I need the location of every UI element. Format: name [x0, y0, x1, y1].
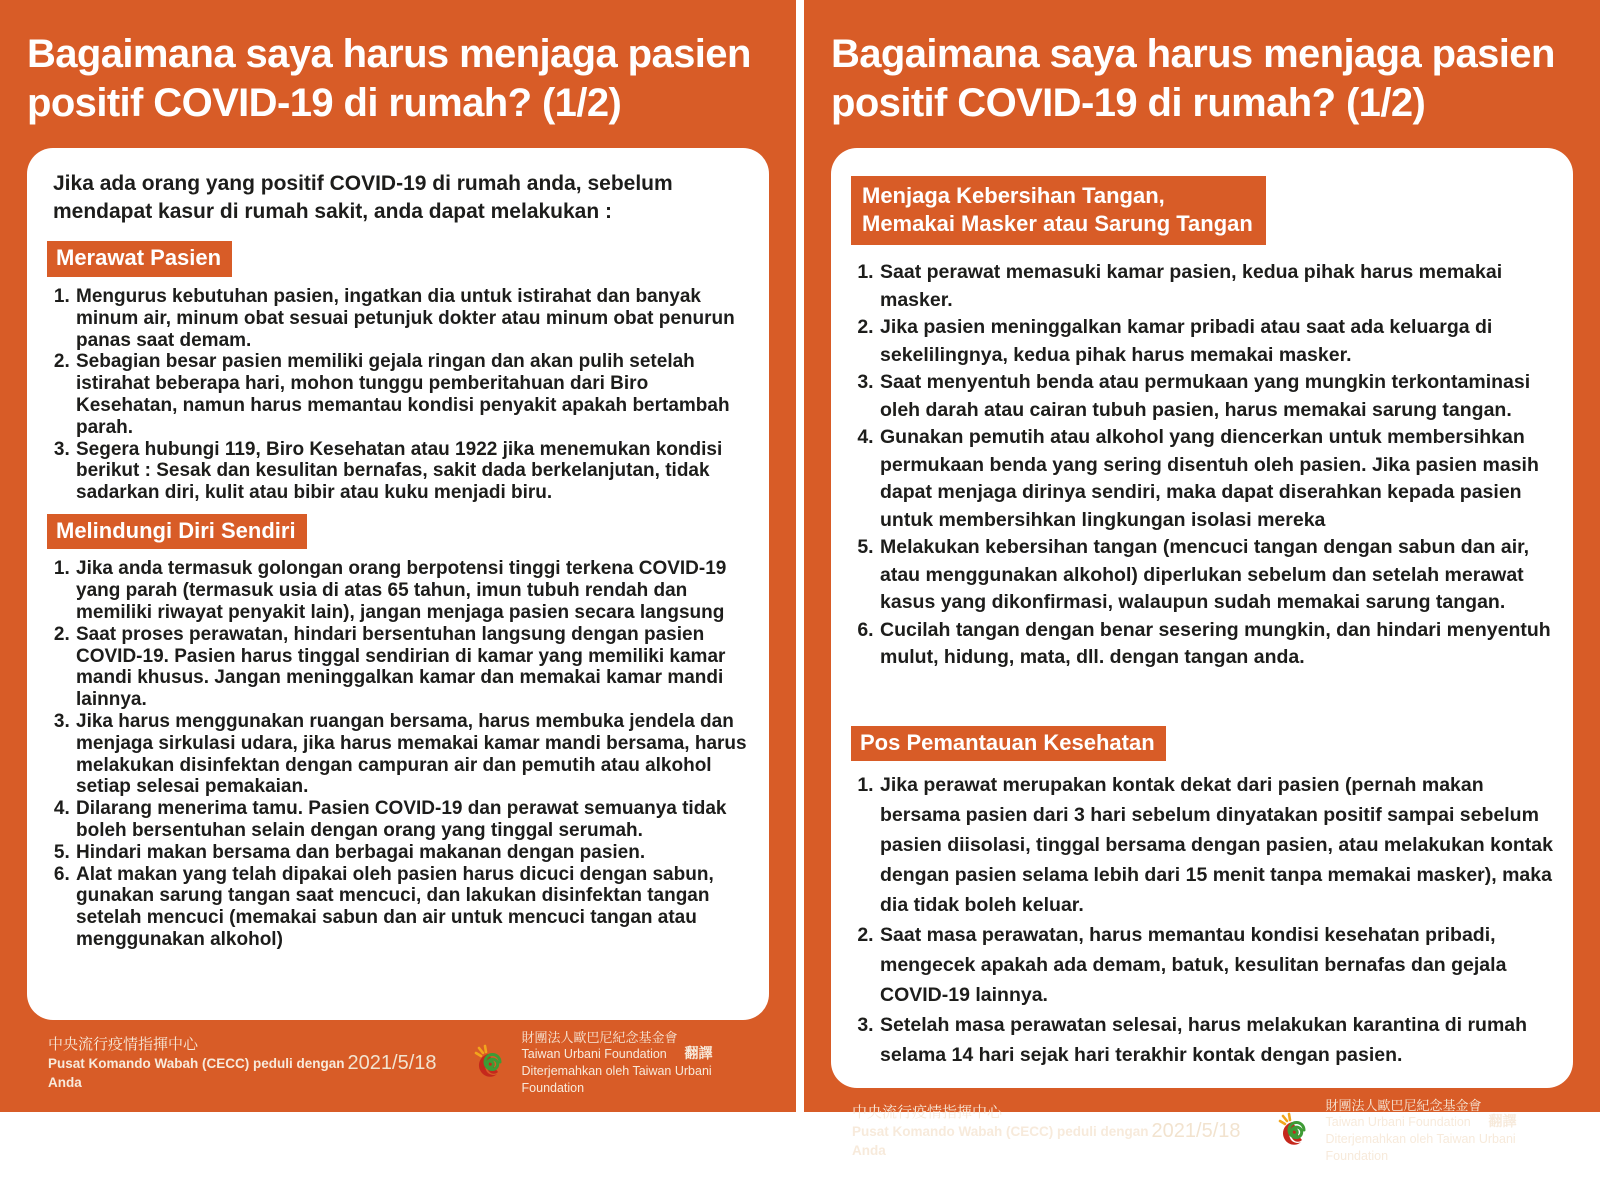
- page-title-line1: Bagaimana saya harus menjaga pasien: [831, 32, 1555, 76]
- translated-by: Diterjemahkan oleh Taiwan Urbani Foundation: [1325, 1132, 1516, 1164]
- list-item: 2. Saat masa perawatan, harus memantau kondisi kesehatan pribadi, mengecek apakah ada demam, batuk, kesulitan bernafas dan gejala COVID-19 lainnya.: [879, 920, 1557, 1010]
- list-merawat-pasien: [47, 286, 753, 504]
- section-heading-merawat-pasien: Merawat Pasien: [47, 241, 232, 277]
- translation-badge: 翻譯: [1488, 1113, 1517, 1130]
- publish-date: 2021/5/18: [347, 1051, 437, 1074]
- section-heading-kebersihan-tangan: Menjaga Kebersihan Tangan, Memakai Masker atau Sarung Tangan: [851, 176, 1266, 245]
- cecc-credit: [852, 1102, 1182, 1161]
- translated-by: Diterjemahkan oleh Taiwan Urbani Foundation: [521, 1064, 712, 1096]
- urbani-foundation-logo-icon: [467, 1040, 513, 1086]
- foundation-name-en: Taiwan Urbani Foundation: [1325, 1115, 1471, 1130]
- foundation-text: [1326, 1097, 1578, 1165]
- page-title-line2: positif COVID-19 di rumah? (1/2): [27, 81, 622, 125]
- list-item: 2. Saat proses perawatan, hindari bersentuhan langsung dengan pasien COVID-19. Pasien harus tinggal sendirian di kamar yang memiliki kamar mandi khusus. Jangan meninggalkan kamar dan memakai kamar mandi lainnya.: [75, 624, 753, 711]
- list-item: 5. Melakukan kebersihan tangan (mencuci tangan dengan sabun dan air, atau menggunakan alkohol) diperlukan sebelum dan setelah merawat kasus yang dikonfirmasi, walaupun sudah memakai sarung tangan.: [879, 534, 1557, 617]
- list-item: 4. Dilarang menerima tamu. Pasien COVID-19 dan perawat semuanya tidak boleh bersentuhan selain dengan orang yang tinggal serumah.: [75, 798, 753, 842]
- list-item: 1. Mengurus kebutuhan pasien, ingatkan dia untuk istirahat dan banyak minum air, minum obat sesuai petunjuk dokter atau minum obat penurun panas saat demam.: [75, 286, 753, 351]
- translation-badge: 翻譯: [684, 1045, 713, 1062]
- list-item: 3. Jika harus menggunakan ruangan bersama, harus membuka jendela dan menjaga sirkulasi udara, jika harus memakai kamar mandi bersama, harus melakukan disinfektan dengan campuran air dan pemutih atau alkohol setiap selesai pemakaian.: [75, 711, 753, 798]
- cecc-name-id: Pusat Komando Wabah (CECC) peduli dengan Anda: [852, 1123, 1149, 1158]
- cecc-name-zh: 中央流行疫情指揮中心: [852, 1103, 1003, 1121]
- panel-divider: [796, 0, 804, 1112]
- list-item: 1. Jika anda termasuk golongan orang berpotensi tinggi terkena COVID-19 yang parah (termasuk usia di atas 65 tahun, imun tubuh rendah dan memiliki riwayat penyakit lain), jangan menjaga pasien secara langsung: [75, 558, 753, 623]
- cecc-name-zh: 中央流行疫情指揮中心: [48, 1035, 199, 1053]
- list-item: 6. Cucilah tangan dengan benar sesering mungkin, dan hindari menyentuh mulut, hidung, mata, dll. dengan tangan anda.: [879, 617, 1557, 672]
- list-kebersihan-tangan: [851, 259, 1557, 672]
- panel-left: [0, 0, 796, 1112]
- page-title-line2: positif COVID-19 di rumah? (1/2): [831, 81, 1426, 125]
- list-item: 5. Hindari makan bersama dan berbagai makanan dengan pasien.: [75, 842, 753, 864]
- publish-date: 2021/5/18: [1151, 1119, 1241, 1142]
- foundation-credit: [1271, 1097, 1578, 1165]
- section-heading-melindungi-diri: Melindungi Diri Sendiri: [47, 514, 307, 550]
- foundation-credit: [467, 1029, 774, 1097]
- list-item: 6. Alat makan yang telah dipakai oleh pasien harus dicuci dengan sabun, gunakan sarung tangan saat mencuci, dan lakukan disinfektan tangan setelah mencuci (memakai sabun dan air untuk mencuci tangan atau menggunakan alkohol): [75, 864, 753, 951]
- list-item: 1. Jika perawat merupakan kontak dekat dari pasien (pernah makan bersama pasien dari 3 hari sebelum dinyatakan positif sampai sebelum pasien diisolasi, tinggal bersama dengan pasien, atau melakukan kontak dengan pasien selama lebih dari 15 menit tanpa memakai masker), maka dia tidak boleh keluar.: [879, 770, 1557, 920]
- section-heading-pos-pemantauan: Pos Pemantauan Kesehatan: [851, 726, 1166, 762]
- panel-right: [804, 0, 1600, 1164]
- list-pos-pemantauan: [851, 770, 1557, 1070]
- content-card-right: [831, 148, 1573, 1088]
- foundation-text: [522, 1029, 774, 1097]
- list-item: 3. Saat menyentuh benda atau permukaan yang mungkin terkontaminasi oleh darah atau cairan tubuh pasien, harus memakai sarung tangan.: [879, 369, 1557, 424]
- content-card-left: [27, 148, 769, 1020]
- list-item: 1. Saat perawat memasuki kamar pasien, kedua pihak harus memakai masker.: [879, 259, 1557, 314]
- page-title: [0, 0, 796, 126]
- list-item: 4. Gunakan pemutih atau alkohol yang diencerkan untuk membersihkan permukaan benda yang sering disentuh oleh pasien. Jika pasien masih dapat menjaga dirinya sendiri, maka dapat diserahkan kepada pasien untuk membersihkan lingkungan isolasi mereka: [879, 424, 1557, 534]
- foundation-name-en: Taiwan Urbani Foundation: [521, 1047, 667, 1062]
- list-item: 2. Sebagian besar pasien memiliki gejala ringan dan akan pulih setelah istirahat beberapa hari, mohon tunggu pemberitahuan dari Biro Kesehatan, namun harus memantau kondisi penyakit apakah bertambah parah.: [75, 351, 753, 438]
- foundation-name-zh: 財團法人歐巴尼紀念基金會: [1325, 1097, 1482, 1113]
- urbani-foundation-logo-icon: [1271, 1108, 1317, 1154]
- footer-left-panel: [0, 1020, 796, 1112]
- cecc-name-id: Pusat Komando Wabah (CECC) peduli dengan Anda: [48, 1055, 345, 1090]
- list-item: 3. Segera hubungi 119, Biro Kesehatan atau 1922 jika menemukan kondisi berikut : Sesak dan kesulitan bernafas, sakit dada berkelanjutan, tidak sadarkan diri, kulit atau bibir atau kuku menjadi biru.: [75, 439, 753, 504]
- list-item: 3. Setelah masa perawatan selesai, harus melakukan karantina di rumah selama 14 hari sejak hari terakhir kontak dengan pasien.: [879, 1010, 1557, 1070]
- foundation-name-zh: 財團法人歐巴尼紀念基金會: [521, 1029, 678, 1045]
- list-melindungi-diri: [47, 558, 753, 950]
- cecc-credit: [48, 1034, 378, 1093]
- list-item: 2. Jika pasien meninggalkan kamar pribadi atau saat ada keluarga di sekelilingnya, kedua pihak harus memakai masker.: [879, 314, 1557, 369]
- page-title: [804, 0, 1600, 126]
- intro-text: Jika ada orang yang positif COVID-19 di rumah anda, sebelum mendapat kasur di rumah sakit, anda dapat melakukan :: [53, 172, 673, 223]
- page-title-line1: Bagaimana saya harus menjaga pasien: [27, 32, 751, 76]
- footer-right-panel: [804, 1088, 1600, 1180]
